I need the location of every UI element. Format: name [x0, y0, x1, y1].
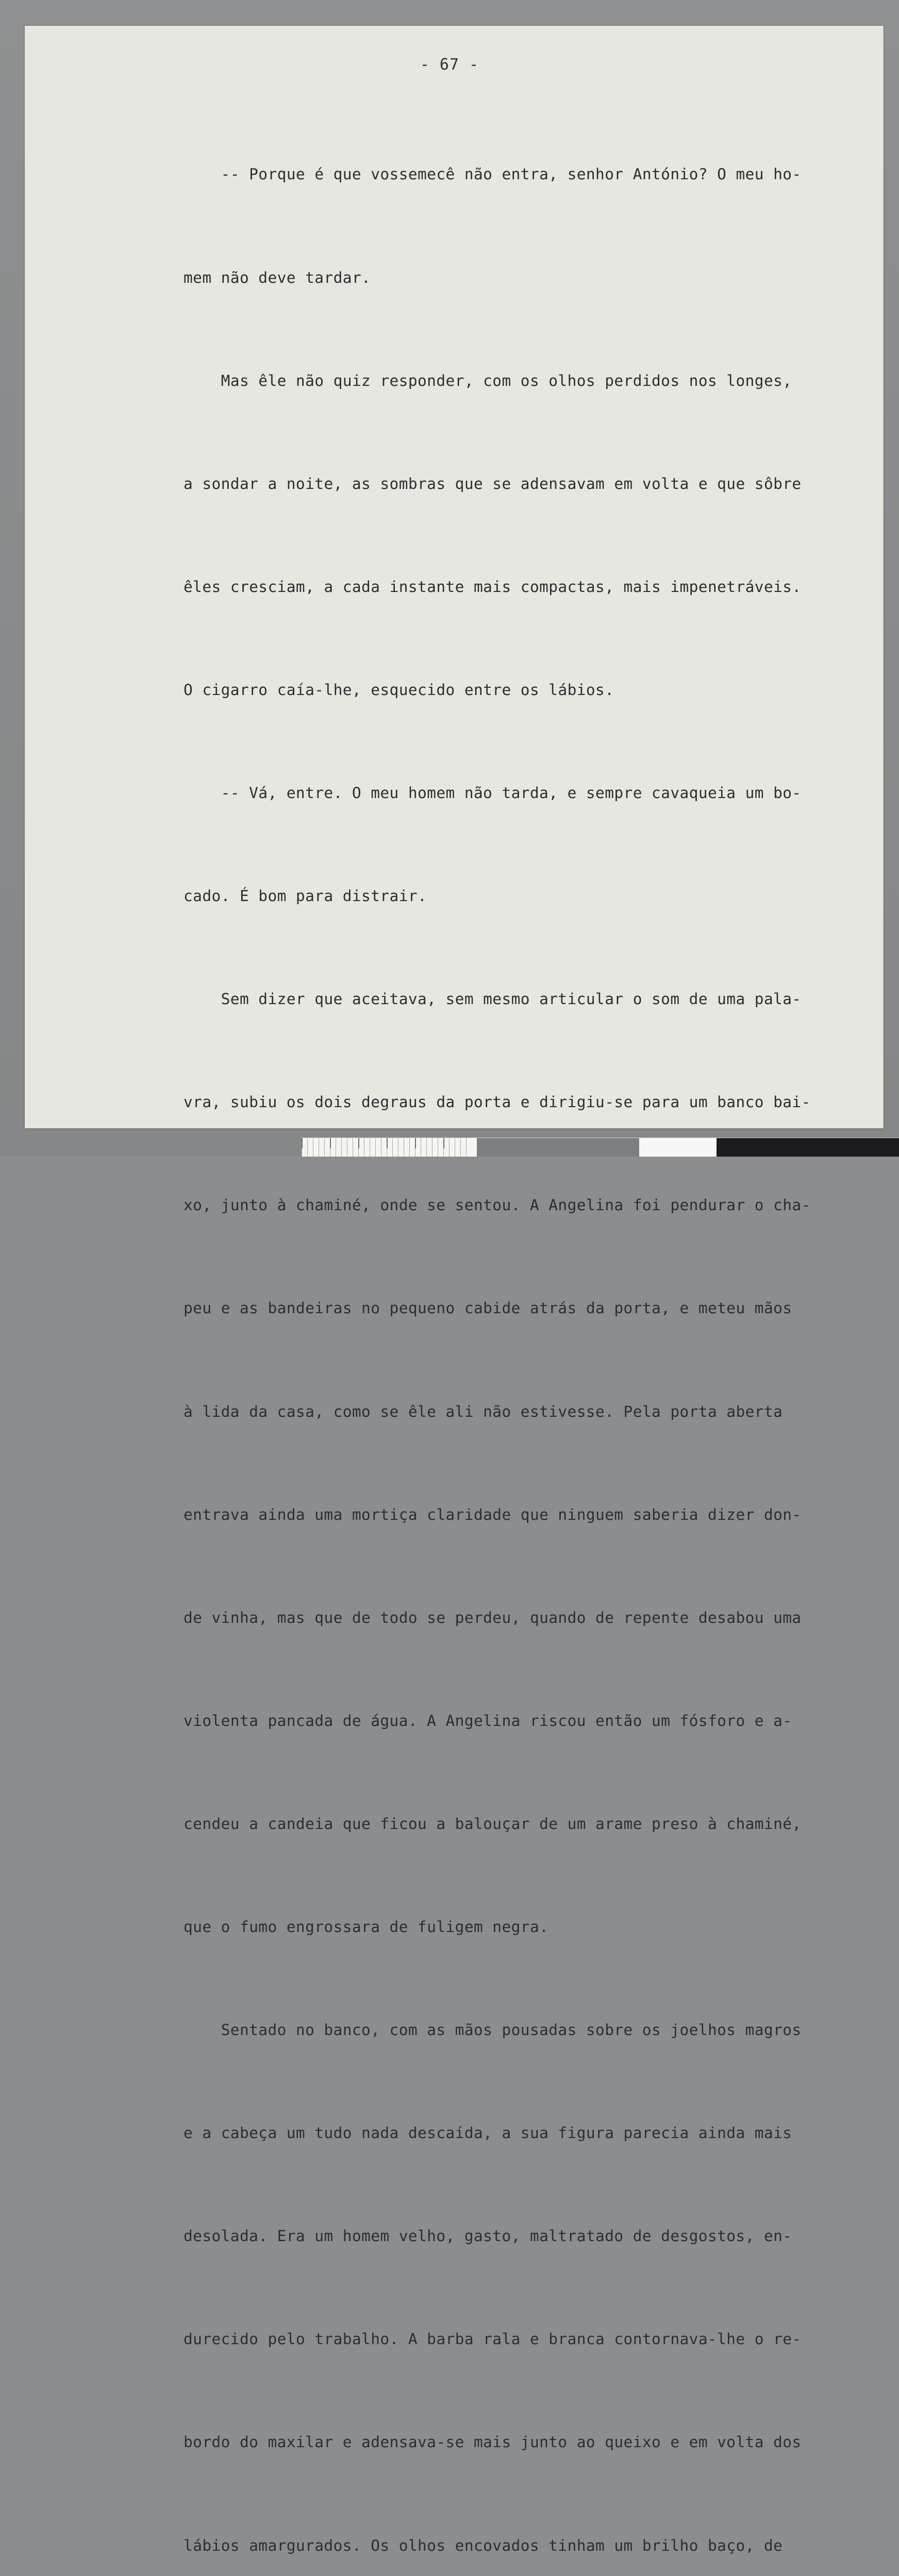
text-line: bordo do maxilar e adensava-se mais junto ao queixo e em volta dos	[184, 2433, 802, 2451]
text-line: e a cabeça um tudo nada descaída, a sua figura parecia ainda mais	[184, 2124, 792, 2142]
text-line: xo, junto à chaminé, onde se sentou. A Angelina foi pendurar o cha-	[184, 1196, 811, 1214]
text-line: violenta pancada de água. A Angelina riscou então um fósforo e a-	[184, 1711, 792, 1730]
page-number: - 67 -	[420, 56, 479, 74]
scan-calibration-ruler	[302, 1138, 899, 1157]
text-line: vra, subiu os dois degraus da porta e dirigiu-se para um banco bai-	[184, 1093, 811, 1111]
text-line: êles cresciam, a cada instante mais compactas, mais impenetráveis.	[184, 578, 802, 596]
text-line: O cigarro caía-lhe, esquecido entre os lábios.	[184, 681, 614, 699]
text-line: entrava ainda uma mortiça claridade que ninguem saberia dizer don-	[184, 1505, 802, 1523]
text-line: -- Vá, entre. O meu homem não tarda, e sempre cavaqueia um bo-	[184, 784, 802, 802]
text-line: Mas êle não quiz responder, com os olhos perdidos nos longes,	[184, 371, 792, 389]
gray-calibration-patch	[477, 1138, 639, 1157]
white-calibration-patch	[639, 1138, 717, 1157]
text-line: durecido pelo trabalho. A barba rala e branca contornava-lhe o re-	[184, 2330, 802, 2348]
typewritten-body	[184, 89, 877, 2576]
text-line: Sem dizer que aceitava, sem mesmo articular o som de uma pala-	[184, 990, 802, 1008]
text-line: a sondar a noite, as sombras que se adensavam em volta e que sôbre	[184, 474, 802, 493]
text-line: de vinha, mas que de todo se perdeu, quando de repente desabou uma	[184, 1608, 802, 1626]
text-line: cado. É bom para distrair.	[184, 887, 427, 905]
text-line: peu e as bandeiras no pequeno cabide atrás da porta, e meteu mãos	[184, 1299, 792, 1317]
text-line: cendeu a candeia que ficou a balouçar de um arame preso à chaminé,	[184, 1815, 802, 1833]
text-line: -- Porque é que vossemecê não entra, senhor António? O meu ho-	[184, 165, 802, 183]
text-line: mem não deve tardar.	[184, 268, 371, 286]
text-line: Sentado no banco, com as mãos pousadas sobre os joelhos magros	[184, 2021, 802, 2039]
text-line: à lida da casa, como se êle ali não estivesse. Pela porta aberta	[184, 1402, 783, 1420]
text-line: desolada. Era um homem velho, gasto, maltratado de desgostos, en-	[184, 2227, 792, 2245]
text-line: que o fumo engrossara de fuligem negra.	[184, 1918, 549, 1936]
ruler-major-ticks	[302, 1138, 472, 1148]
black-calibration-patch	[717, 1138, 899, 1157]
text-line: lábios amargurados. Os olhos encovados tinham um brilho baço, de	[184, 2536, 783, 2554]
